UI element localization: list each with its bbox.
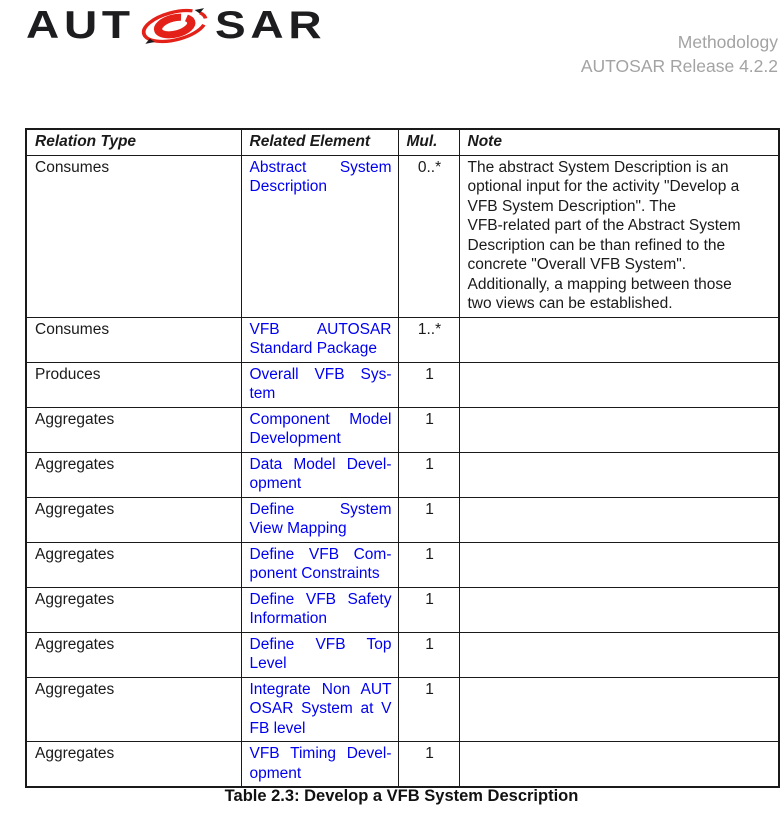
- col-header-related-element: Related Element: [241, 129, 398, 155]
- related-element-cell: [241, 632, 398, 677]
- multiplicity-value: 1: [425, 365, 434, 383]
- related-element-link[interactable]: Define VFB Com- ponent Constraints: [249, 545, 392, 582]
- multiplicity-cell: [398, 677, 459, 742]
- relation-type-label: Consumes: [35, 320, 110, 338]
- note-cell: [459, 542, 779, 587]
- table-row: [26, 317, 779, 362]
- note-cell: [459, 497, 779, 542]
- relation-type-cell: [26, 632, 241, 677]
- related-element-link[interactable]: Define VFB Top Level: [249, 635, 392, 672]
- note-cell: [459, 452, 779, 497]
- relation-type-label: Aggregates: [35, 635, 115, 653]
- multiplicity-value: 1: [425, 455, 434, 473]
- relation-type-cell: [26, 155, 241, 317]
- table-row: [26, 407, 779, 452]
- table-row: [26, 677, 779, 742]
- related-element-link[interactable]: Overall VFB Sys- tem: [249, 365, 392, 402]
- multiplicity-value: 1: [425, 745, 434, 762]
- note-cell: [459, 407, 779, 452]
- note-cell: [459, 632, 779, 677]
- relation-type-cell: [26, 677, 241, 742]
- multiplicity-value: 1..*: [417, 320, 442, 338]
- multiplicity-value: 1: [425, 500, 434, 518]
- related-element-cell: [241, 317, 398, 362]
- relation-type-label: Aggregates: [35, 410, 115, 428]
- related-element-link[interactable]: Define VFB Safety Information: [249, 590, 392, 627]
- doc-release: AUTOSAR Release 4.2.2: [580, 56, 778, 76]
- table-row: [26, 742, 779, 788]
- multiplicity-cell: [398, 587, 459, 632]
- relation-type-cell: [26, 497, 241, 542]
- relation-type-label: Aggregates: [35, 455, 115, 473]
- related-element-cell: [241, 407, 398, 452]
- table-row: [26, 452, 779, 497]
- autosar-logo: [26, 4, 326, 48]
- relation-type-cell: [26, 742, 241, 788]
- related-element-link[interactable]: Component Model Development: [249, 410, 392, 447]
- relation-type-cell: [26, 317, 241, 362]
- doc-title: Methodology: [677, 32, 778, 52]
- relations-table: [25, 128, 780, 788]
- relation-type-label: Consumes: [35, 158, 110, 176]
- relation-type-label: Produces: [35, 365, 101, 383]
- multiplicity-cell: [398, 317, 459, 362]
- related-element-link[interactable]: VFB AUTOSAR Standard Package: [249, 320, 392, 357]
- relation-type-cell: [26, 542, 241, 587]
- table-row: [26, 497, 779, 542]
- relation-type-label: Aggregates: [35, 545, 115, 563]
- multiplicity-cell: [398, 542, 459, 587]
- related-element-cell: [241, 155, 398, 317]
- related-element-link[interactable]: Data Model Devel- opment: [249, 455, 392, 492]
- relation-type-cell: [26, 452, 241, 497]
- relation-type-label: Aggregates: [35, 745, 115, 762]
- multiplicity-value: 1: [425, 410, 434, 428]
- related-element-cell: [241, 497, 398, 542]
- relation-type-label: Aggregates: [35, 680, 115, 698]
- table-row: [26, 587, 779, 632]
- table-caption: Table 2.3: Develop a VFB System Description: [224, 787, 579, 805]
- multiplicity-value: 1: [425, 635, 434, 653]
- related-element-cell: [241, 452, 398, 497]
- autosar-o-swirl-icon: [138, 3, 211, 49]
- related-element-link[interactable]: Integrate Non AUT OSAR System at V FB level: [249, 680, 392, 737]
- note-cell: [459, 155, 779, 317]
- related-element-cell: [241, 587, 398, 632]
- table-row: [26, 542, 779, 587]
- relation-type-cell: [26, 407, 241, 452]
- related-element-cell: [241, 677, 398, 742]
- logo-text-sar: SAR: [214, 4, 327, 47]
- note-cell: [459, 317, 779, 362]
- table-row: [26, 632, 779, 677]
- multiplicity-cell: [398, 742, 459, 788]
- relation-type-cell: [26, 362, 241, 407]
- related-element-cell: [241, 542, 398, 587]
- relation-type-label: Aggregates: [35, 500, 115, 518]
- multiplicity-value: 1: [425, 545, 434, 563]
- relations-table-body: [26, 155, 779, 787]
- multiplicity-cell: [398, 452, 459, 497]
- related-element-link[interactable]: Define System View Mapping: [249, 500, 392, 537]
- col-header-note: Note: [459, 129, 779, 155]
- note-text: The abstract System Description is an optional input for the activity "Develop a VFB System Description". The VFB-related part of the Abstract System Description can be than refined to the concrete "Overall VFB System". Additionally, a mapping between those two views can be established.: [467, 158, 741, 312]
- table-header-row: [26, 129, 779, 155]
- multiplicity-cell: [398, 497, 459, 542]
- relation-type-cell: [26, 587, 241, 632]
- note-cell: [459, 362, 779, 407]
- related-element-link[interactable]: VFB Timing Devel- opment: [249, 745, 392, 782]
- table-row: [26, 362, 779, 407]
- related-element-cell: [241, 742, 398, 788]
- table-row: [26, 155, 779, 317]
- multiplicity-cell: [398, 407, 459, 452]
- multiplicity-cell: [398, 155, 459, 317]
- note-cell: [459, 677, 779, 742]
- document-info: [581, 30, 778, 78]
- note-cell: [459, 587, 779, 632]
- col-header-mul: Mul.: [398, 129, 459, 155]
- multiplicity-value: 0..*: [417, 158, 442, 176]
- note-cell: [459, 742, 779, 788]
- col-header-relation-type: Relation Type: [26, 129, 241, 155]
- related-element-link[interactable]: Abstract System Description: [249, 158, 392, 195]
- multiplicity-value: 1: [425, 680, 434, 698]
- multiplicity-value: 1: [425, 590, 434, 608]
- logo-text-aut: AUT: [26, 4, 135, 47]
- multiplicity-cell: [398, 362, 459, 407]
- multiplicity-cell: [398, 632, 459, 677]
- related-element-cell: [241, 362, 398, 407]
- relation-type-label: Aggregates: [35, 590, 115, 608]
